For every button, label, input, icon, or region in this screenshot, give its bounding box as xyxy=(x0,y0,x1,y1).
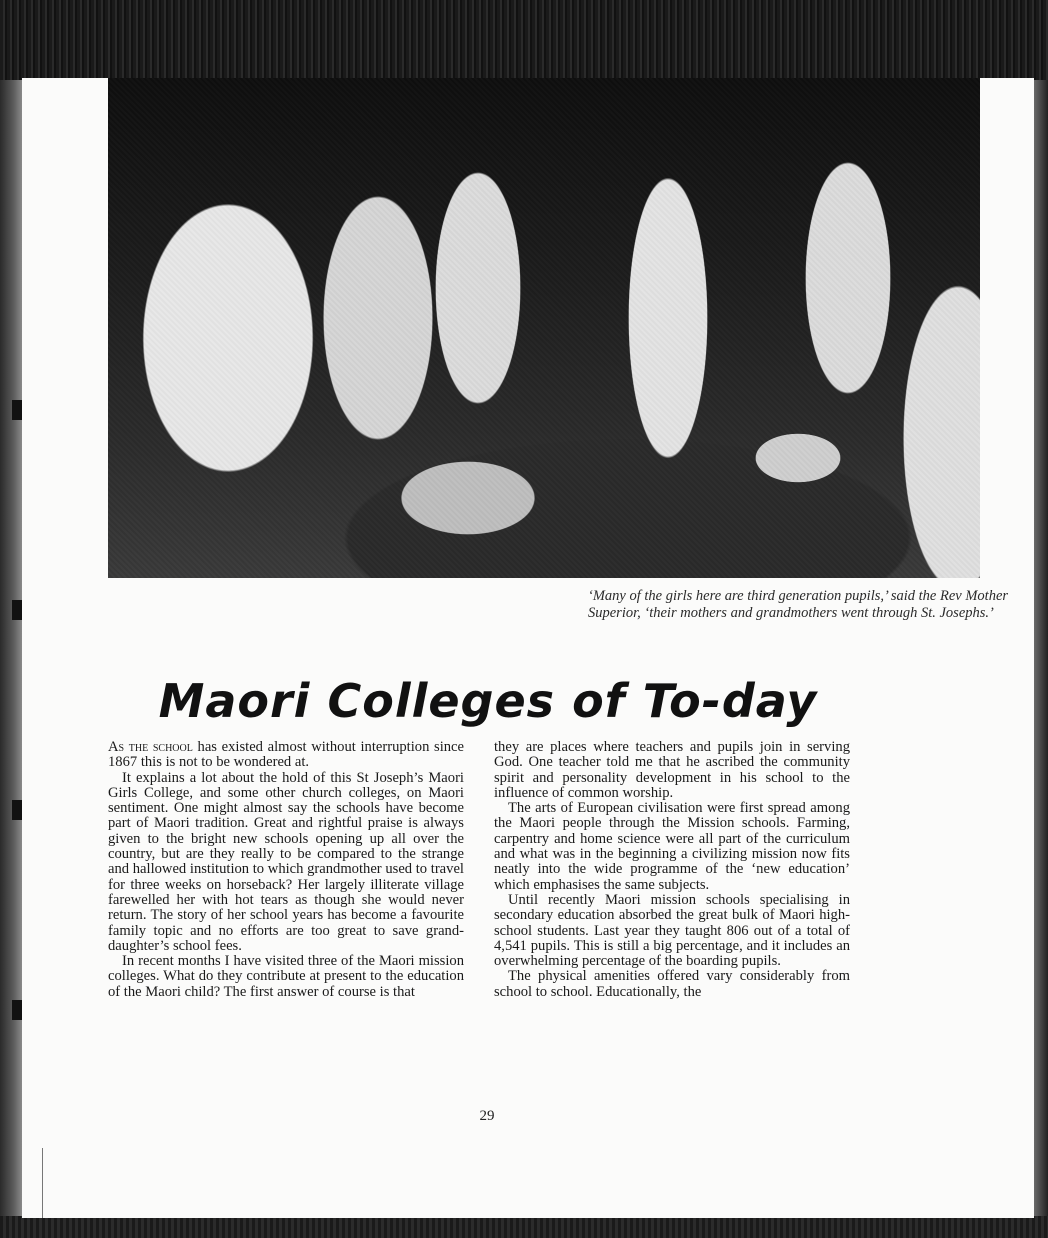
paragraph: The physical amenities offered vary considerably from school to school. Educationally, the xyxy=(494,968,850,1000)
article-column-left xyxy=(108,740,464,1000)
scan-bottom-edge xyxy=(0,1216,1048,1238)
photo-caption: ‘Many of the girls here are third generation pupils,’ said the Rev Mother Superior, ‘their mothers and grandmothers went through St. Josephs.’ xyxy=(588,588,1009,621)
paragraph: Until recently Maori mission schools specialising in secondary education absorbed the great bulk of Maori high-school students. Last year they taught 806 out of a total of 4,541 pupils. This is still a big percentage, and it includes an overwhelming percentage of the boarding pupils. xyxy=(494,891,850,970)
paragraph: they are places where teachers and pupils join in serving God. One teacher told me that he ascribed the community spirit and personality development in his school to the influence of common worship. xyxy=(494,739,850,801)
paragraph: The arts of European civilisation were first spread among the Maori people through the Mission schools. Farming, carpentry and home science were all part of the curriculum and what was in the beginning a civilizing mission now fits neatly into the wide programme of the ‘new education’ which emphasises the same subjects. xyxy=(494,800,850,893)
binding-marks xyxy=(12,260,22,1160)
scan-right-edge xyxy=(1034,80,1048,1220)
photo-grain xyxy=(108,78,980,578)
scan-top-edge xyxy=(0,0,1048,80)
margin-line xyxy=(42,1148,43,1218)
article-column-right xyxy=(494,740,850,1000)
kitchen-photo xyxy=(108,78,980,578)
magazine-page xyxy=(22,78,1034,1218)
paragraph xyxy=(108,740,464,771)
page-number: 29 xyxy=(479,1108,495,1124)
paragraph: In recent months I have visited three of the Maori mission colleges. What do they contribute at present to the education of the Maori child? The first answer of course is that xyxy=(108,953,464,1000)
lead-in: As the school xyxy=(108,739,193,755)
article-title: Maori Colleges of To-day xyxy=(158,674,818,728)
paragraph-text: has existed almost without interruption since 1867 this is not to be wondered at. xyxy=(108,739,465,771)
paragraph: It explains a lot about the hold of this St Joseph’s Maori Girls College, and some other church colleges, on Maori sentiment. One might almost say the schools have become part of Maori tradition. Great and rightful praise is always given to the bright new schools opening up all over the country, but are they really to be compared to the strange and hallowed institution to which grandmother used to travel for three weeks on horseback? Her largely illiterate village farewelled her with hot tears as though she would never return. The story of her school years has become a favourite family topic and no efforts are too great to save grand-daughter’s school fees. xyxy=(108,769,464,954)
